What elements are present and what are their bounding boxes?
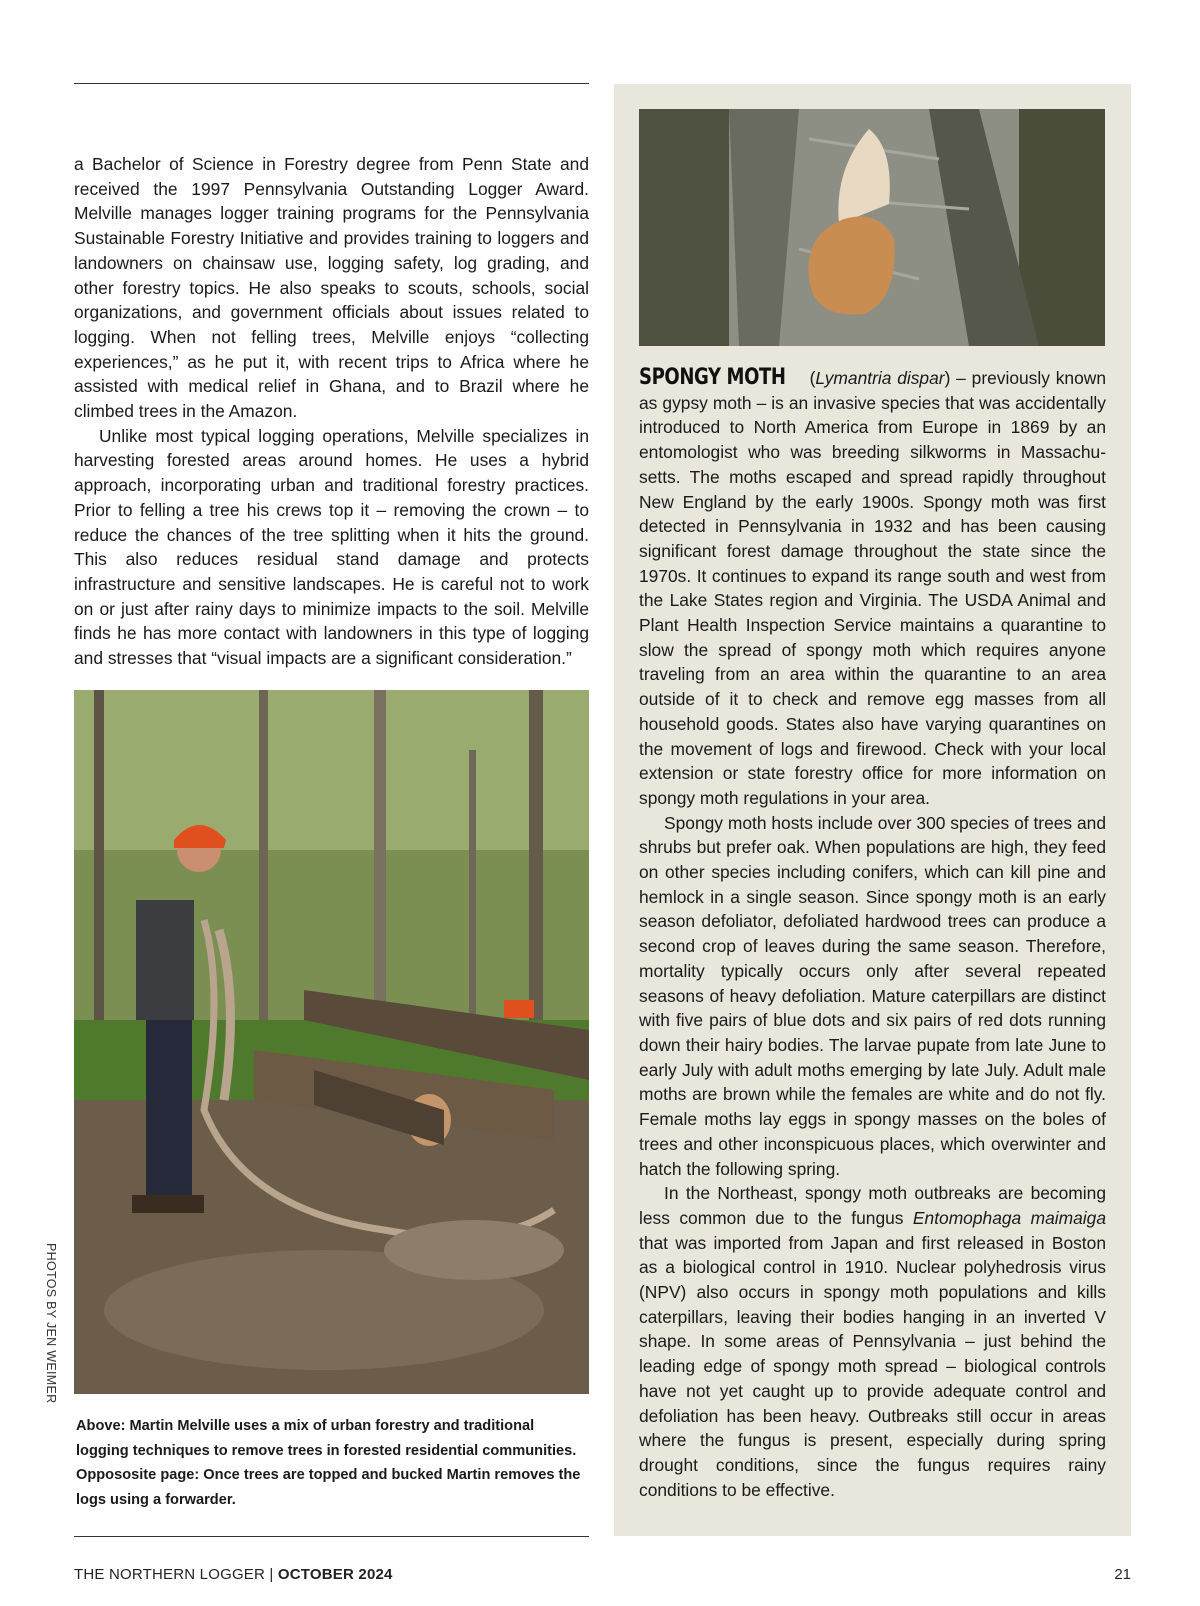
publication-name: THE NORTHERN LOGGER — [74, 1566, 266, 1583]
spongy-moth-sidebar — [614, 84, 1131, 1536]
sidebar-paragraph-3 — [639, 1181, 1106, 1502]
fungus-name: Entomophaga maimaiga — [912, 1207, 1106, 1228]
footer-separator: | — [269, 1566, 274, 1583]
photo-credit: PHOTOS BY JEN WEIMER — [44, 1243, 58, 1404]
photo-caption: Above: Martin Melville uses a mix of urban forestry and traditional logging techniques to remove trees in forested residential communities. Oppososite page: Once trees are topped and bucked Martin removes the logs using a forwarder. — [76, 1418, 581, 1508]
page-footer — [74, 1566, 393, 1583]
article-paragraph-1: a Bachelor of Science in Forestry degree from Penn State and received the 1997 Pennsylvania Outstanding Logger Award. Melville manages logger training programs for the Pennsylvania Sustainable Forestry Initiative and provides training to loggers and landowners on chainsaw use, logging safety, log grading, and other forestry topics. He also speaks to scouts, schools, social organizations, and government officials about issues related to logging. When not felling trees, Melville enjoys “collecting experiences,” as he put it, with recent trips to Africa where he assisted with medical relief in Ghana, and to Brazil where he climbed trees in the Amazon. — [74, 154, 589, 422]
logger-photo — [74, 690, 589, 1394]
article-paragraph-2: Unlike most typical logging operations, Melville specializes in harvesting forested areas around homes. He uses a hybrid approach, incorporating urban and traditional forestry practices. Prior to felling a tree his crews top it – removing the crown – to reduce the chances of the tree splitting when it hits the ground. This also reduces residual stand damage and protects infrastructure and sensitive landscapes. He is careful not to work on or just after rainy days to minimize impacts to the soil. Melville finds he has more contact with landowners in this type of logging and stresses that “visual impacts are a significant consideration.” — [74, 425, 589, 669]
sidebar-paragraph-2: Spongy moth hosts include over 300 species of trees and shrubs but prefer oak. When populations are high, they feed on other species including conifers, which can kill pine and hemlock in a single season. Since spongy moth is an early season defoliator, defoliated hardwood trees can produce a second crop of leaves during the same season. Therefore, mortality typically occurs only after several repeated seasons of heavy defoliation. Mature caterpillars are distinct with five pairs of blue dots and six pairs of red dots running down their hairy bodies. The larvae pupate from late June to early July with adult moths emerging by late July. Adult male moths are brown while the females are white and do not fly. Female moths lay eggs in spongy masses on the boles of trees and other inconspicuous places, which overwinter and hatch the following spring. — [639, 812, 1106, 1179]
page-number: 21 — [1114, 1566, 1131, 1583]
issue-date: OCTOBER 2024 — [277, 1566, 393, 1583]
sidebar-paragraph-1: SPONGY MOTH (Lymantria dispar) – previously known as gypsy moth – is an invasive species that was accidentally introduced to North America from Europe in 1869 by an entomologist who was breeding silkworms in Massachu-setts. The moths escaped and spread rapidly throughout New England by the early 1900s. Spongy moth was first detected in Pennsylvania in 1932 and has been causing significant forest damage throughout the state since the 1970s. It continues to expand its range south and west from the Lake States region and Virginia. The USDA Animal and Plant Health Inspection Service maintains a quarantine to slow the spread of spongy moth which requires anyone traveling from an area within the quarantine to an area outside of it to check and remove egg masses from all household goods. States also have varying quarantines on the movement of logs and firewood. Check with your local extension or state forestry office for more information on spongy moth regulations in your area. — [639, 365, 1106, 808]
p3-before: In the Northeast, spongy moth outbreaks are becoming less common due to the fungus — [639, 1183, 1106, 1228]
scientific-name: Lymantria dispar — [815, 368, 945, 388]
sidebar-heading: SPONGY MOTH — [639, 365, 786, 390]
article-column — [74, 152, 589, 671]
top-rule — [74, 83, 589, 84]
sidebar-intro: – previously known as gypsy moth – is an invasive species that was accidentally introduced to North America from Europe in 1869 by an entomologist who was breeding silkworms in Massachu-setts. The moths escaped and spread rapidly throughout New England by the early 1900s. Spongy moth was first detected in Pennsylvania in 1932 and has been causing significant forest damage throughout the state since the 1970s. It continues to expand its range south and west from the Lake States region and Virginia. The USDA Animal and Plant Health Inspection Service maintains a quarantine to slow the spread of spongy moth which requires anyone traveling from an area within the quarantine to an area outside of it to check and remove egg masses from all household goods. States also have varying quarantines on the movement of logs and firewood. Check with your local extension or state forestry office for more information on spongy moth regulations in your area. — [639, 368, 1106, 808]
bottom-rule — [74, 1536, 589, 1537]
sidebar-text — [639, 366, 1106, 1502]
spongy-moth-photo — [639, 109, 1105, 346]
p3-after: that was imported from Japan and first released in Boston as a biological control in 1910. Nuclear polyhedrosis virus (NPV) also occurs in spongy moth populations and kills caterpillars, leaving their bodies hanging in an inverted V shape. In some areas of Pennsylvania – just behind the leading edge of spongy moth spread – biological controls have not yet caught up to provide adequate control and defoliation has been heavy. Outbreaks still occur in areas where the fungus is present, especially during spring drought conditions, since the fungus requires rainy conditions to be effective. — [639, 1232, 1106, 1500]
